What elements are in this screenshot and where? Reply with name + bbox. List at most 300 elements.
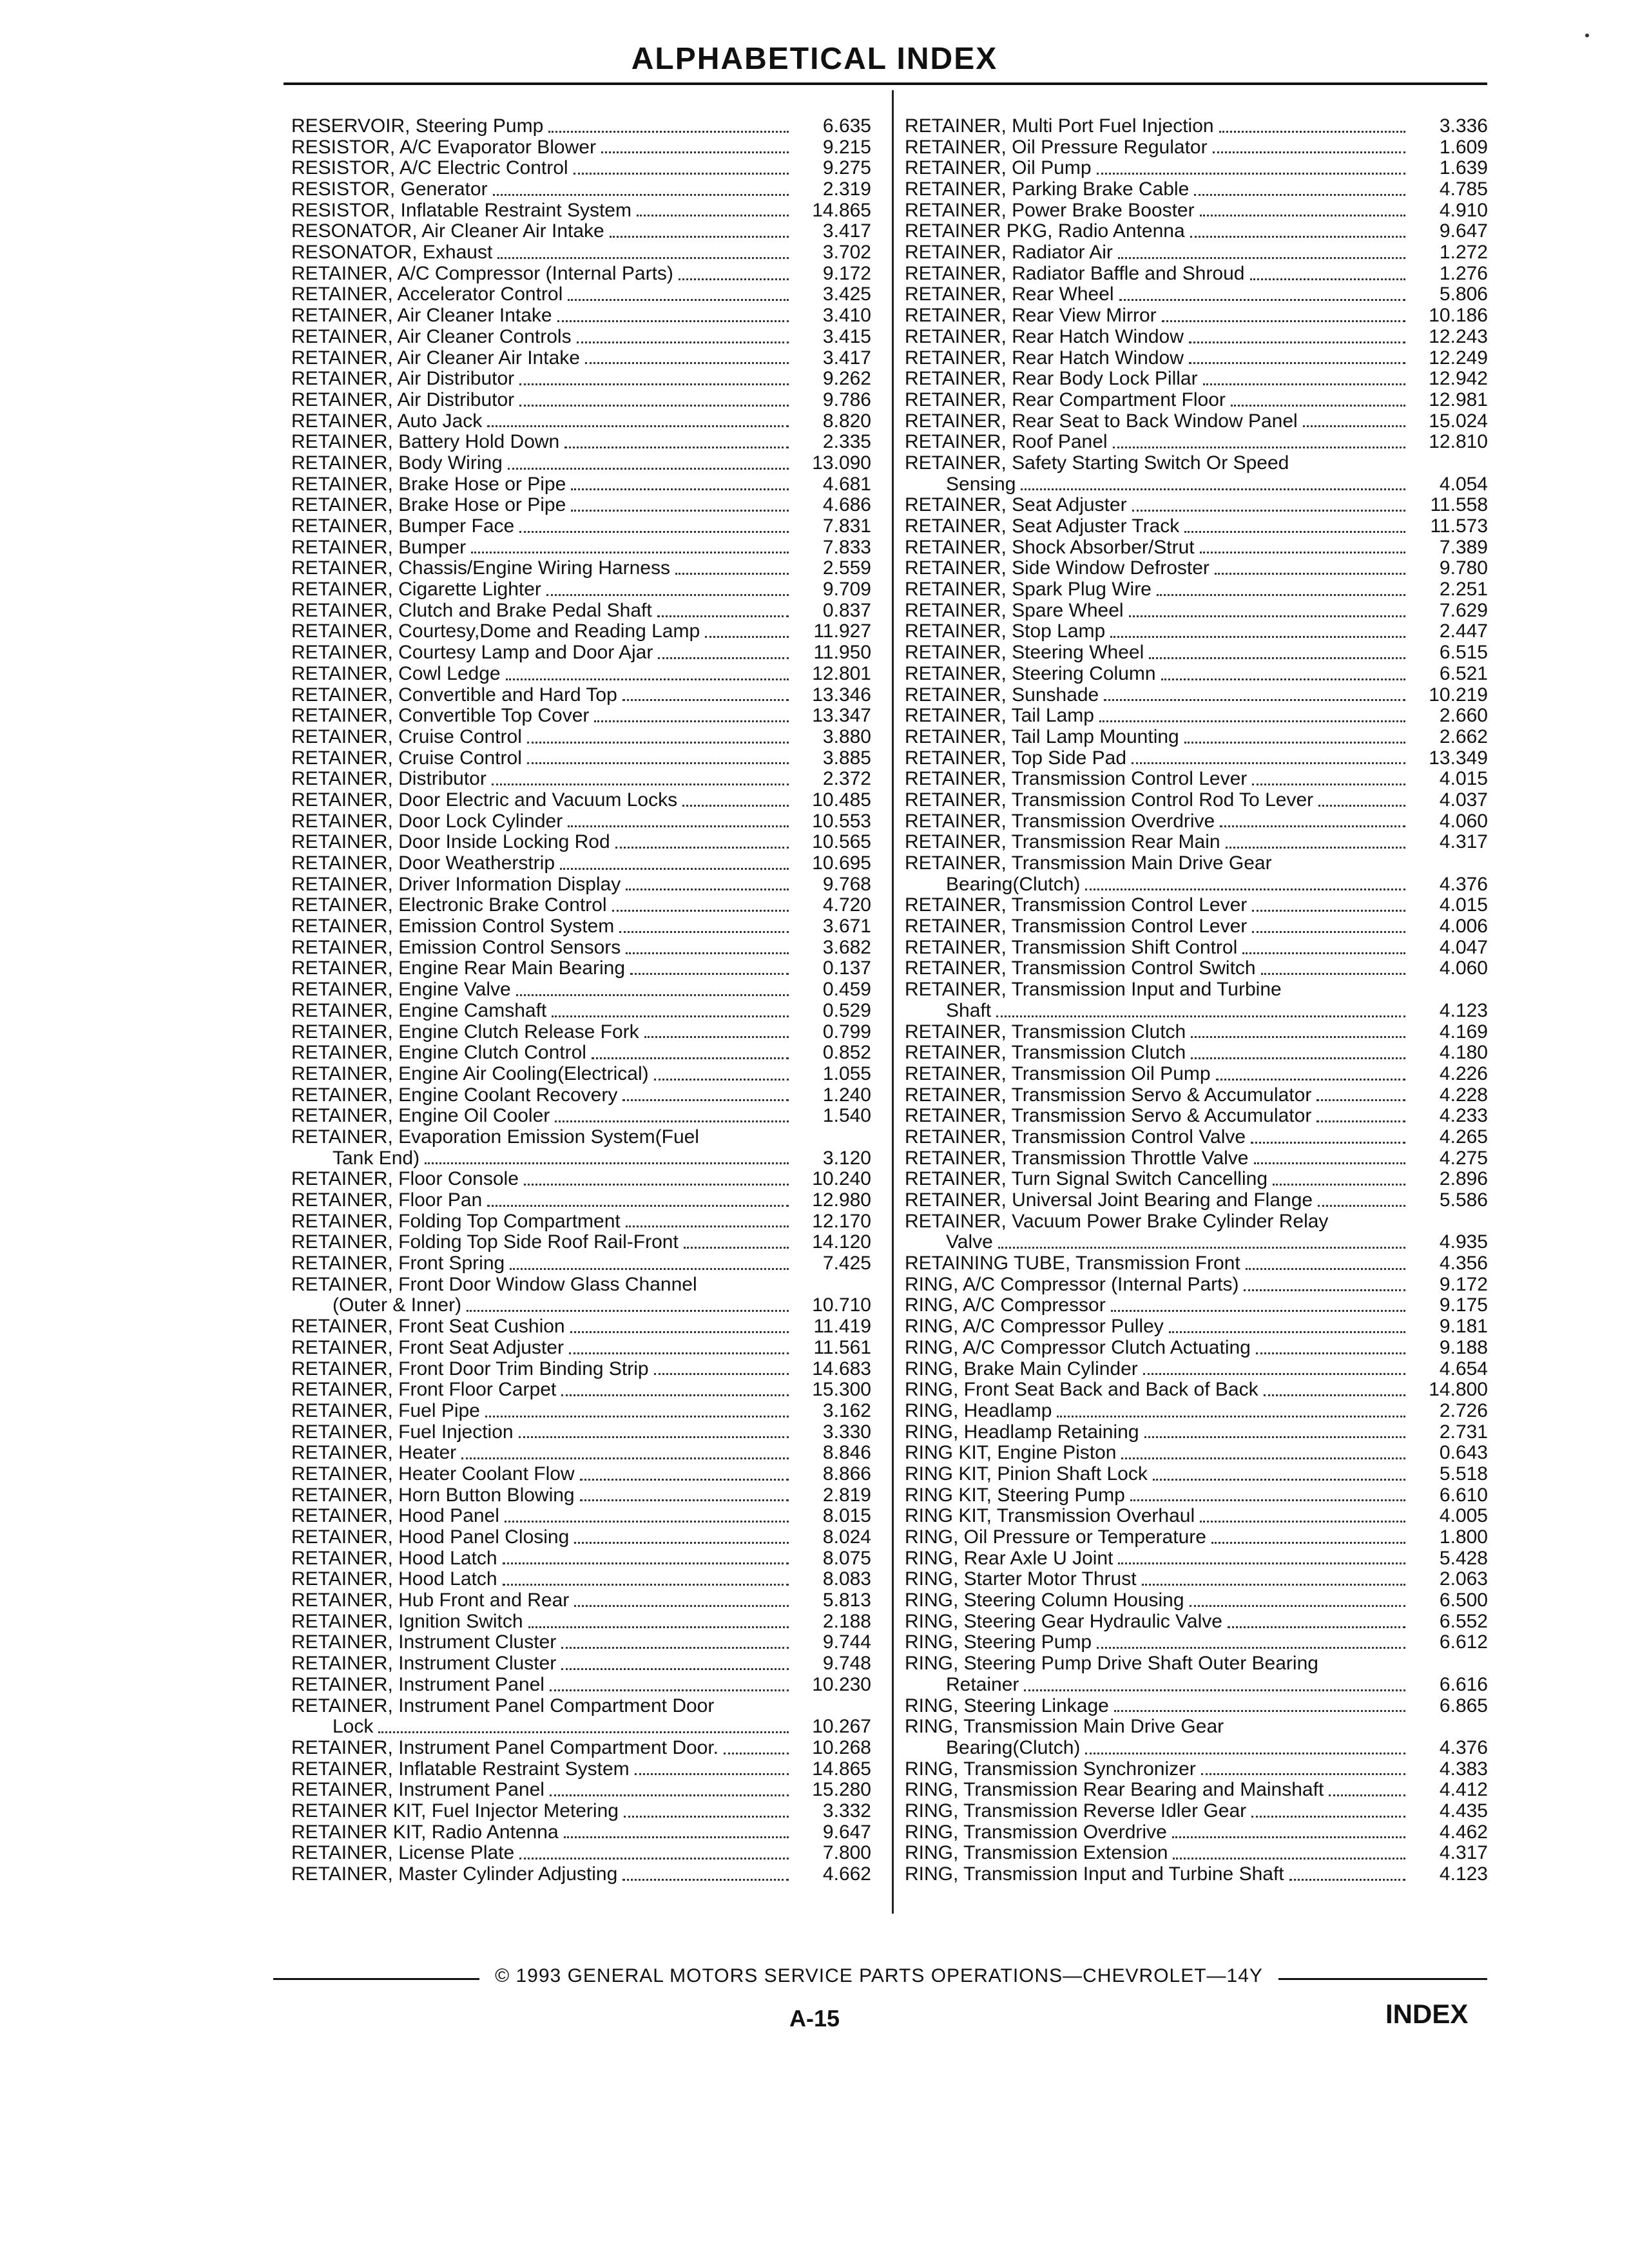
dot-leader	[378, 1731, 789, 1733]
dot-leader	[560, 868, 789, 870]
entry-label: RESISTOR, A/C Electric Control	[291, 158, 568, 179]
dot-leader	[552, 1015, 789, 1017]
entry-page-ref: 6.515	[1439, 642, 1488, 664]
dot-leader	[1113, 447, 1405, 448]
index-entry	[905, 937, 1488, 959]
entry-label: RETAINER, Transmission Control Rod To Lever	[905, 789, 1314, 811]
index-column-right	[905, 116, 1488, 1885]
dot-leader	[503, 1584, 789, 1586]
entry-label: RETAINER, Door Electric and Vacuum Locks	[291, 789, 678, 811]
dot-leader	[705, 636, 789, 638]
entry-label: RETAINER, Side Window Defroster	[905, 558, 1210, 579]
entry-page-ref: 8.866	[822, 1463, 871, 1485]
index-entry	[291, 959, 871, 980]
index-entry	[291, 264, 871, 285]
entry-page-ref: 4.412	[1439, 1779, 1488, 1801]
scan-speck	[1585, 34, 1589, 37]
entry-label: RETAINER, Rear Hatch Window	[905, 347, 1184, 369]
entry-page-ref: 4.686	[822, 494, 871, 516]
entry-page-ref: 9.175	[1439, 1294, 1488, 1316]
entry-label: RETAINER, Horn Button Blowing	[291, 1485, 575, 1506]
entry-label: RETAINER, Rear Compartment Floor	[905, 389, 1226, 410]
dot-leader	[635, 1773, 789, 1775]
index-entry	[291, 874, 871, 896]
dot-leader	[528, 1626, 789, 1628]
dot-leader	[1303, 425, 1405, 427]
index-entry	[905, 1548, 1488, 1570]
entry-label: RETAINER, Bumper Face	[291, 516, 515, 537]
dot-leader	[612, 910, 789, 912]
dot-leader	[1213, 151, 1405, 153]
index-entry	[291, 622, 871, 643]
entry-label: RETAINER, Clutch and Brake Pedal Shaft	[291, 600, 652, 621]
entry-label: RETAINER, Transmission Clutch	[905, 1043, 1186, 1064]
entry-label: RING, Oil Pressure or Temperature	[905, 1527, 1206, 1548]
index-entry	[905, 769, 1488, 790]
entry-label: RING, Steering Pump Drive Shaft Outer Bearing	[905, 1653, 1318, 1675]
entry-page-ref: 15.300	[812, 1379, 871, 1401]
dot-leader	[493, 194, 789, 196]
dot-leader	[682, 805, 789, 807]
entry-label: RING, Front Seat Back and Back of Back	[905, 1379, 1258, 1401]
entry-label: RETAINER, Transmission Control Lever	[905, 769, 1248, 790]
entry-page-ref: 5.806	[1439, 284, 1488, 305]
dot-leader	[1118, 1562, 1405, 1564]
entry-label: RETAINER, Turn Signal Switch Cancelling	[905, 1169, 1268, 1190]
index-entry	[905, 1611, 1488, 1633]
entry-page-ref: 10.240	[812, 1168, 871, 1190]
entry-label: RETAINER, Fuel Injection	[291, 1421, 514, 1443]
entry-label: RETAINER, Bumper	[291, 537, 467, 558]
entry-page-ref: 12.942	[1429, 368, 1488, 390]
index-entry	[905, 1232, 1488, 1253]
entry-page-ref: 4.356	[1439, 1253, 1488, 1274]
index-entry	[905, 916, 1488, 937]
entry-page-ref: 9.744	[822, 1631, 871, 1653]
dot-leader	[471, 552, 789, 553]
index-entry	[291, 1316, 871, 1338]
index-entry	[905, 1296, 1488, 1317]
entry-page-ref: 3.336	[1439, 115, 1488, 137]
entry-page-ref: 3.880	[822, 726, 871, 747]
entry-page-ref: 4.169	[1439, 1021, 1488, 1043]
index-entry	[905, 874, 1488, 896]
index-entry	[905, 1527, 1488, 1548]
entry-label: RETAINER, Evaporation Emission System(Fuel	[291, 1126, 699, 1148]
index-entry	[905, 264, 1488, 285]
index-entry	[905, 158, 1488, 179]
index-entry	[291, 1633, 871, 1654]
entry-page-ref: 4.681	[822, 473, 871, 495]
entry-label: RETAINER, Transmission Input and Turbine	[905, 979, 1282, 1001]
entry-page-ref: 6.610	[1439, 1484, 1488, 1506]
index-entry	[291, 1485, 871, 1506]
dot-leader	[1132, 510, 1405, 512]
entry-page-ref: 1.800	[1439, 1526, 1488, 1548]
index-entry	[291, 895, 871, 916]
entry-page-ref: 2.726	[1439, 1399, 1488, 1421]
entry-page-ref: 1.276	[1439, 262, 1488, 284]
entry-page-ref: 3.885	[822, 747, 871, 769]
dot-leader	[657, 615, 789, 617]
index-entry	[291, 979, 871, 1001]
dot-leader	[1162, 320, 1405, 322]
index-entry	[291, 221, 871, 242]
entry-label: RETAINER, Floor Pan	[291, 1190, 483, 1211]
entry-page-ref: 4.376	[1439, 1736, 1488, 1758]
index-entry	[291, 1527, 871, 1548]
dot-leader	[1316, 1120, 1405, 1122]
dot-leader	[492, 783, 789, 785]
entry-page-ref: 14.683	[812, 1358, 871, 1379]
index-entry	[905, 1379, 1488, 1401]
dot-leader	[601, 151, 789, 153]
index-entry	[905, 1064, 1488, 1085]
entry-page-ref: 13.090	[812, 452, 871, 474]
entry-page-ref: 9.709	[822, 579, 871, 601]
entry-page-ref: 3.332	[822, 1800, 871, 1821]
index-entry	[291, 495, 871, 516]
dot-leader	[1149, 657, 1405, 659]
dot-leader	[1216, 1079, 1405, 1081]
index-entry	[905, 558, 1488, 579]
index-entry	[905, 411, 1488, 432]
dot-leader	[1085, 889, 1405, 890]
index-entry	[291, 790, 871, 811]
index-entry	[905, 1633, 1488, 1654]
entry-label: RETAINER, Transmission Servo & Accumulator	[905, 1106, 1312, 1127]
index-entry	[905, 1759, 1488, 1780]
entry-page-ref: 11.419	[813, 1316, 871, 1338]
entry-label: RETAINER, Spare Wheel	[905, 600, 1124, 621]
entry-label: RETAINER, Safety Starting Switch Or Speed	[905, 452, 1289, 474]
dot-leader	[1057, 1416, 1405, 1418]
entry-label: RETAINER, Parking Brake Cable	[905, 179, 1190, 200]
index-entry	[291, 1548, 871, 1570]
entry-page-ref: 2.063	[1439, 1568, 1488, 1590]
dot-leader	[564, 447, 789, 448]
index-entry	[905, 179, 1488, 200]
entry-label: Lock	[333, 1716, 374, 1738]
index-entry	[905, 1696, 1488, 1717]
index-entry	[905, 432, 1488, 453]
entry-page-ref: 8.075	[822, 1547, 871, 1569]
dot-leader	[519, 405, 789, 407]
index-entry	[905, 1843, 1488, 1864]
entry-label: RETAINER, Distributor	[291, 769, 487, 790]
entry-label: RING, Brake Main Cylinder	[905, 1358, 1138, 1379]
entry-page-ref: 8.820	[822, 410, 871, 432]
entry-label: RING, Transmission Extension	[905, 1843, 1168, 1864]
dot-leader	[516, 994, 789, 996]
index-entry	[905, 242, 1488, 264]
index-entry	[905, 895, 1488, 916]
dot-leader	[510, 1268, 789, 1270]
entry-label: RETAINER, Battery Hold Down	[291, 432, 560, 453]
dot-leader	[1226, 847, 1405, 849]
index-entry	[291, 1211, 871, 1233]
entry-page-ref: 14.800	[1429, 1379, 1488, 1401]
entry-label: RING, Headlamp	[905, 1400, 1052, 1421]
entry-page-ref: 2.819	[822, 1484, 871, 1506]
entry-page-ref: 9.768	[822, 873, 871, 895]
dot-leader	[561, 1394, 789, 1396]
index-entry	[291, 1843, 871, 1864]
index-entry	[291, 664, 871, 685]
entry-label: RETAINER, Rear Body Lock Pillar	[905, 369, 1198, 390]
entry-page-ref: 12.810	[1429, 431, 1488, 453]
entry-page-ref: 4.233	[1439, 1105, 1488, 1127]
index-entry	[291, 1169, 871, 1190]
entry-label: RETAINER, Transmission Control Valve	[905, 1126, 1246, 1148]
index-entry	[905, 327, 1488, 348]
index-entry	[291, 1864, 871, 1885]
index-entry	[905, 1022, 1488, 1043]
dot-leader	[1251, 1142, 1405, 1144]
dot-leader	[996, 1015, 1405, 1017]
dot-leader	[1318, 1205, 1405, 1207]
index-entry	[291, 769, 871, 790]
entry-page-ref: 13.346	[812, 684, 871, 706]
index-entry	[291, 1338, 871, 1359]
dot-leader	[461, 1457, 789, 1459]
dot-leader	[1190, 1605, 1405, 1607]
dot-leader	[1191, 1057, 1405, 1059]
entry-label: RETAINER, Front Door Window Glass Channel	[291, 1274, 697, 1295]
entry-label: Retainer	[946, 1674, 1019, 1695]
dot-leader	[1153, 1479, 1405, 1481]
entry-page-ref: 9.181	[1439, 1316, 1488, 1338]
entry-page-ref: 12.243	[1429, 325, 1488, 347]
index-entry	[291, 1590, 871, 1611]
index-entry	[905, 1822, 1488, 1843]
index-entry	[291, 811, 871, 832]
dot-leader	[1242, 952, 1405, 954]
entry-label: RETAINER, Emission Control System	[291, 916, 615, 937]
index-entry	[291, 179, 871, 200]
entry-page-ref: 2.188	[822, 1610, 871, 1632]
dot-leader	[1318, 805, 1405, 807]
entry-page-ref: 6.500	[1439, 1590, 1488, 1611]
entry-page-ref: 1.639	[1439, 157, 1488, 179]
entry-label: RETAINER, Tail Lamp Mounting	[905, 726, 1179, 747]
index-entry	[291, 1780, 871, 1801]
dot-leader	[1219, 131, 1405, 133]
index-entry	[291, 937, 871, 959]
entry-label: RETAINER, Air Cleaner Intake	[291, 305, 552, 327]
dot-leader	[1256, 1352, 1405, 1354]
dot-leader	[622, 1099, 789, 1101]
index-entry	[905, 622, 1488, 643]
dot-leader	[1099, 720, 1405, 722]
entry-label: RETAINER, Chassis/Engine Wiring Harness	[291, 558, 670, 579]
index-entry	[905, 1085, 1488, 1106]
index-entry	[905, 1106, 1488, 1127]
entry-page-ref: 9.647	[822, 1821, 871, 1843]
dot-leader	[546, 594, 789, 596]
index-entry	[291, 832, 871, 853]
dot-leader	[1129, 615, 1405, 617]
index-entry	[291, 601, 871, 622]
dot-leader	[568, 825, 789, 827]
entry-label: RETAINER, Air Cleaner Air Intake	[291, 347, 580, 369]
entry-label: RING, A/C Compressor Clutch Actuating	[905, 1337, 1251, 1358]
dot-leader	[998, 1247, 1405, 1249]
entry-label: RETAINER, Engine Coolant Recovery	[291, 1084, 618, 1106]
dot-leader	[1231, 405, 1405, 407]
entry-page-ref: 4.015	[1439, 768, 1488, 790]
dot-leader	[1251, 1816, 1405, 1818]
entry-label: RING, A/C Compressor	[905, 1295, 1106, 1316]
dot-leader	[1119, 299, 1405, 301]
index-entry	[291, 1001, 871, 1022]
entry-page-ref: 3.425	[822, 284, 871, 305]
entry-page-ref: 5.518	[1439, 1463, 1488, 1485]
entry-page-ref: 2.447	[1439, 620, 1488, 642]
entry-page-ref: 7.831	[822, 515, 871, 537]
entry-page-ref: 2.731	[1439, 1421, 1488, 1443]
section-label: INDEX	[1385, 1999, 1469, 2029]
entry-label: (Outer & Inner)	[333, 1295, 462, 1316]
entry-page-ref: 6.552	[1439, 1610, 1488, 1632]
entry-page-ref: 7.629	[1439, 599, 1488, 621]
entry-page-ref: 4.037	[1439, 789, 1488, 811]
index-entry	[291, 727, 871, 748]
entry-label: Valve	[946, 1232, 993, 1253]
entry-page-ref: 9.275	[822, 157, 871, 179]
index-entry	[905, 390, 1488, 411]
entry-page-ref: 9.748	[822, 1653, 871, 1675]
dot-leader	[425, 1162, 789, 1164]
entry-page-ref: 4.435	[1439, 1800, 1488, 1821]
entry-label: RETAINER, Transmission Oil Pump	[905, 1063, 1211, 1084]
index-entry	[291, 685, 871, 706]
entry-label: RETAINER, Cigarette Lighter	[291, 579, 541, 601]
dot-leader	[626, 889, 789, 890]
dot-leader	[497, 257, 789, 259]
entry-label: RETAINER, Radiator Baffle and Shroud	[905, 263, 1245, 284]
entry-label: RETAINER, Stop Lamp	[905, 621, 1106, 642]
index-entry	[291, 1696, 871, 1717]
index-entry	[905, 1864, 1488, 1885]
index-entry	[291, 516, 871, 537]
entry-label: RETAINER, Instrument Panel	[291, 1674, 545, 1695]
entry-label: RETAINER, Courtesy Lamp and Door Ajar	[291, 642, 653, 664]
entry-label: RETAINER, Steering Wheel	[905, 642, 1144, 664]
index-entry	[291, 558, 871, 579]
entry-label: RING, Rear Axle U Joint	[905, 1548, 1113, 1569]
entry-label: RING, Transmission Reverse Idler Gear	[905, 1800, 1247, 1821]
entry-label: RETAINER KIT, Fuel Injector Metering	[291, 1800, 619, 1821]
index-entry	[905, 1443, 1488, 1464]
dot-leader	[675, 573, 789, 575]
index-entry	[905, 285, 1488, 306]
dot-leader	[610, 236, 789, 238]
dot-leader	[550, 1794, 789, 1796]
entry-page-ref: 10.565	[812, 831, 871, 853]
entry-label: RETAINER, Transmission Control Lever	[905, 916, 1248, 937]
entry-label: RETAINER, Front Seat Adjuster	[291, 1337, 564, 1358]
dot-leader	[622, 699, 789, 701]
dot-leader	[505, 1521, 789, 1523]
dot-leader	[1316, 1099, 1405, 1101]
dot-leader	[1130, 1499, 1405, 1501]
entry-label: RETAINER, Oil Pressure Regulator	[905, 137, 1208, 158]
entry-label: RESONATOR, Air Cleaner Air Intake	[291, 221, 604, 242]
entry-page-ref: 4.123	[1439, 999, 1488, 1021]
entry-label: RING KIT, Pinion Shaft Lock	[905, 1463, 1148, 1485]
dot-leader	[1111, 1310, 1405, 1312]
entry-page-ref: 1.240	[822, 1084, 871, 1106]
dot-leader	[1200, 1521, 1405, 1523]
index-entry	[905, 1338, 1488, 1359]
entry-page-ref: 4.785	[1439, 178, 1488, 200]
index-entry	[905, 1190, 1488, 1211]
entry-label: RETAINER, Seat Adjuster Track	[905, 516, 1180, 537]
dot-leader	[619, 931, 789, 933]
index-entry	[905, 1148, 1488, 1169]
entry-page-ref: 9.172	[822, 262, 871, 284]
dot-leader	[557, 320, 789, 322]
entry-label: RETAINER, Transmission Shift Control	[905, 937, 1238, 958]
entry-label: RETAINER, Electronic Brake Control	[291, 895, 607, 916]
index-entry	[291, 706, 871, 727]
index-entry	[291, 1274, 871, 1296]
dot-leader	[527, 742, 789, 744]
entry-page-ref: 8.083	[822, 1568, 871, 1590]
entry-page-ref: 6.865	[1439, 1695, 1488, 1716]
index-entry	[291, 748, 871, 769]
entry-label: RETAINER, Sunshade	[905, 684, 1099, 706]
entry-page-ref: 2.251	[1439, 579, 1488, 601]
index-entry	[291, 853, 871, 874]
index-entry	[291, 158, 871, 179]
index-entry	[905, 348, 1488, 369]
entry-page-ref: 3.702	[822, 242, 871, 264]
entry-label: RESISTOR, A/C Evaporator Blower	[291, 137, 596, 158]
dot-leader	[519, 383, 789, 385]
dot-leader	[679, 278, 789, 280]
entry-page-ref: 15.280	[812, 1779, 871, 1801]
entry-page-ref: 4.060	[1439, 810, 1488, 832]
entry-label: RING, Steering Pump	[905, 1632, 1092, 1653]
entry-label: RETAINER, Instrument Cluster	[291, 1653, 557, 1675]
dot-leader	[1157, 594, 1405, 596]
index-entry	[905, 601, 1488, 622]
dot-leader	[654, 1373, 789, 1375]
index-entry	[905, 1422, 1488, 1443]
index-entry	[905, 1780, 1488, 1801]
index-entry	[291, 348, 871, 369]
entry-page-ref: 14.865	[812, 1758, 871, 1780]
index-entry	[905, 1274, 1488, 1296]
entry-label: RETAINER, Shock Absorber/Strut	[905, 537, 1195, 558]
entry-page-ref: 11.927	[813, 620, 871, 642]
index-entry	[905, 664, 1488, 685]
entry-page-ref: 7.833	[822, 536, 871, 558]
index-entry	[905, 1211, 1488, 1233]
entry-page-ref: 10.695	[812, 852, 871, 874]
index-entry	[905, 1738, 1488, 1759]
entry-label: RETAINER, Door Lock Cylinder	[291, 811, 563, 832]
entry-label: Tank End)	[333, 1148, 420, 1169]
index-entry	[291, 1296, 871, 1317]
entry-page-ref: 2.559	[822, 557, 871, 579]
entry-page-ref: 8.846	[822, 1442, 871, 1464]
entry-page-ref: 3.417	[822, 347, 871, 369]
index-entry	[291, 432, 871, 453]
entry-page-ref: 12.981	[1429, 389, 1488, 410]
